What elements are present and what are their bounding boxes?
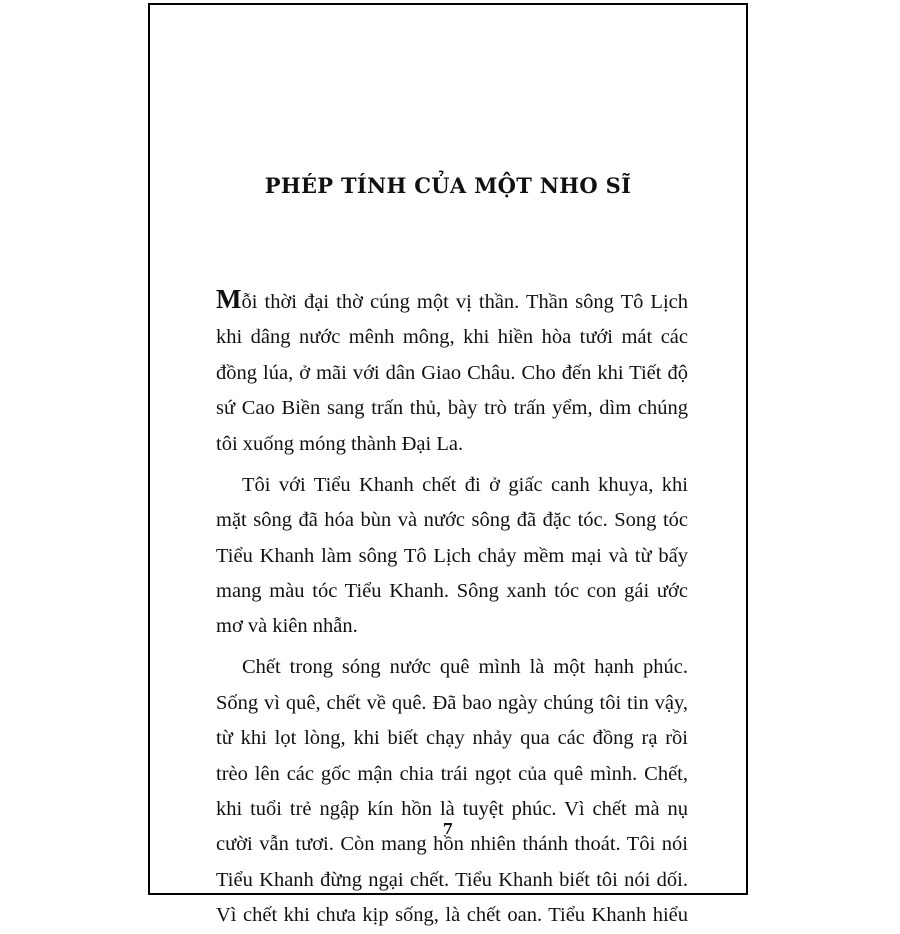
text-line: mơ và kiên nhẫn. <box>216 615 358 638</box>
text-line: Vì chết khi chưa kịp sống, là chết oan. Tiểu Khanh hiểu <box>216 904 688 927</box>
text-line: tôi xuống móng thành Đại La. <box>216 432 464 455</box>
text-line: Chết trong sóng nước quê mình là một hạnh phúc. <box>242 656 688 679</box>
text-line: đồng lúa, ở mãi với dân Giao Châu. Cho đến khi Tiết độ <box>216 361 688 384</box>
text-line: mặt sông đã hóa bùn và nước sông đã đặc tóc. Song tóc <box>216 509 688 532</box>
text-line <box>216 282 688 320</box>
page-number: 7 <box>442 820 454 838</box>
text-line: sứ Cao Biền sang trấn thủ, bày trò trấn yểm, dìm chúng <box>216 397 688 420</box>
chapter-title: PHÉP TÍNH CỦA MỘT NHO SĨ <box>264 173 632 198</box>
text-line: khi dâng nước mênh mông, khi hiền hòa tưới mát các <box>216 326 688 349</box>
text-line-rest: ỗi thời đại thờ cúng một vị thần. Thần sông Tô Lịch <box>241 291 688 313</box>
book-page <box>148 3 748 927</box>
text-line: từ khi lọt lòng, khi biết chạy nhảy qua các đồng rạ rồi <box>216 727 688 750</box>
paragraph-2 <box>216 468 688 645</box>
text-line: cười vẫn tươi. Còn mang hồn nhiên thánh thoát. Tôi nói <box>216 833 688 856</box>
text-line: Tôi với Tiểu Khanh chết đi ở giấc canh khuya, khi <box>242 473 688 496</box>
paragraph-1 <box>216 282 688 462</box>
drop-cap-letter: M <box>216 284 242 314</box>
text-line: mang màu tóc Tiểu Khanh. Sông xanh tóc con gái ước <box>216 579 688 602</box>
text-line: Tiểu Khanh làm sông Tô Lịch chảy mềm mại và từ bấy <box>216 544 688 567</box>
paragraph-3 <box>216 650 688 933</box>
text-line: Tiểu Khanh đừng ngại chết. Tiểu Khanh biết tôi nói dối. <box>216 868 688 891</box>
text-line: trèo lên các gốc mận chia trái ngọt của quê mình. Chết, <box>216 762 688 785</box>
text-line: Sống vì quê, chết về quê. Đã bao ngày chúng tôi tin vậy, <box>216 691 688 714</box>
text-line: khi tuổi trẻ ngập kín hồn là tuyệt phúc. Vì chết mà nụ <box>216 798 688 821</box>
